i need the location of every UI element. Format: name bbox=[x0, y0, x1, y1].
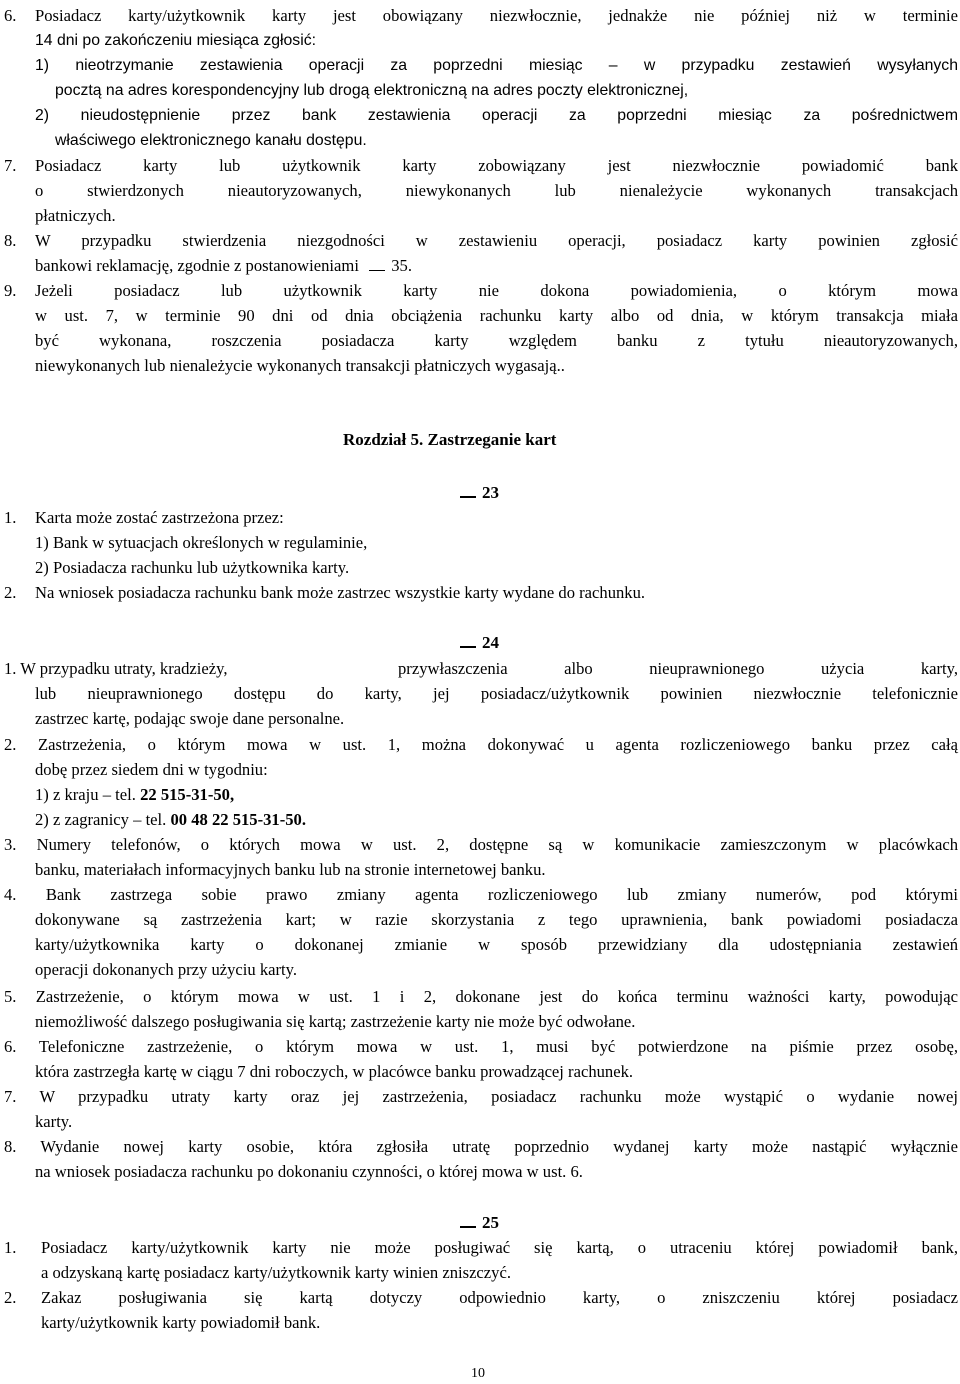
chapter-heading: Rozdział 5. Zastrzeganie kart bbox=[343, 430, 557, 449]
item-9-line-3: być wykonana, roszczenia posiadacza karty względem banku z tytułu nieautoryzowanych, bbox=[35, 331, 958, 350]
s24-item-2-sub-1: 1) z kraju – tel. 22 515-31-50, bbox=[35, 785, 235, 804]
s24-item-8-line-2: na wniosek posiadacza rachunku po dokonaniu czynności, o której mowa w ust. 6. bbox=[35, 1162, 583, 1181]
international-phone-number: 00 48 22 515-31-50. bbox=[170, 810, 306, 829]
s23-item-1-sub-1: 1) Bank w sytuacjach określonych w regulaminie, bbox=[35, 533, 368, 552]
item-9-line-2: w ust. 7, w terminie 90 dni od dnia obciążenia rachunku karty albo od dnia, w którym transakcja miała bbox=[35, 306, 958, 325]
s23-item-1-text: Karta może zostać zastrzeżona przez: bbox=[35, 508, 284, 527]
s25-item-1-line-2: a odzyskaną kartę posiadacz karty/użytkownik karty winien zniszczyć. bbox=[41, 1263, 511, 1282]
s24-item-6-line-1: 6. Telefoniczne zastrzeżenie, o którym mowa w ust. 1, musi być potwierdzone na piśmie przez osobę, bbox=[4, 1037, 958, 1056]
s24-item-7-line-2: karty. bbox=[35, 1112, 73, 1131]
item-6-number: 6. bbox=[4, 6, 17, 25]
section-sign-23 bbox=[460, 482, 476, 498]
item-8-line-1: W przypadku stwierdzenia niezgodności w zestawieniu operacji, posiadacz karty powinien zgłosić bbox=[35, 231, 958, 250]
s24-item-5-line-1: 5. Zastrzeżenie, o którym mowa w ust. 1 i 2, dokonane jest do końca terminu ważności karty, powodując bbox=[4, 987, 958, 1006]
item-7-line-3: płatniczych. bbox=[35, 206, 116, 225]
section-25-heading: 25 bbox=[460, 1210, 499, 1235]
s25-item-2-line-2: karty/użytkownik karty powiadomił bank. bbox=[41, 1313, 321, 1332]
s24-item-8-line-1: 8. Wydanie nowej karty osobie, która zgłosiła utratę poprzednio wydanej karty może nastąpić wyłącznie bbox=[4, 1137, 958, 1156]
item-8-number: 8. bbox=[4, 231, 17, 250]
item-6-line-2: 14 dni po zakończeniu miesiąca zgłosić: bbox=[35, 32, 316, 49]
s24-item-4-line-3: karty/użytkownika karty o dokonanej zmianie w sposób przewidziany dla udostępniania zestawień bbox=[35, 935, 958, 954]
s24-item-2-line-2: dobę przez siedem dni w tygodniu: bbox=[35, 760, 268, 779]
s24-item-1-line-1a: 1. W przypadku utraty, kradzieży, bbox=[4, 659, 228, 678]
section-sign-24 bbox=[460, 632, 476, 648]
item-6-sub-2-line-1: 2) nieudostępnienie przez bank zestawienia operacji za poprzedni miesiąc za pośrednictwem bbox=[35, 107, 958, 124]
item-6-sub-1-line-2: pocztą na adres korespondencyjny lub drogą elektroniczną na adres poczty elektronicznej, bbox=[55, 82, 689, 99]
item-9-line-4: niewykonanych lub nienależycie wykonanych transakcji płatniczych wygasają.. bbox=[35, 356, 565, 375]
item-7-line-2: o stwierdzonych nieautoryzowanych, niewykonanych lub nienależycie wykonanych transakcjach bbox=[35, 181, 958, 200]
s25-item-2-number: 2. bbox=[4, 1288, 17, 1307]
s24-item-3-line-1: 3. Numery telefonów, o których mowa w ust. 2, dostępne są w komunikacie zamieszczonym w placówkach bbox=[4, 835, 958, 854]
item-7-number: 7. bbox=[4, 156, 17, 175]
s25-item-2-line-1: Zakaz posługiwania się kartą dotyczy odpowiednio karty, o zniszczeniu której posiadacz bbox=[41, 1288, 958, 1307]
item-6-sub-2-line-2: właściwego elektronicznego kanału dostępu. bbox=[55, 132, 367, 149]
section-23-heading: 23 bbox=[460, 480, 499, 505]
item-9-number: 9. bbox=[4, 281, 17, 300]
item-7-line-1: Posiadacz karty lub użytkownik karty zobowiązany jest niezwłocznie powiadomić bank bbox=[35, 156, 958, 175]
domestic-phone-number: 22 515-31-50, bbox=[140, 785, 235, 804]
s24-item-4-line-4: operacji dokonanych przy użyciu karty. bbox=[35, 960, 298, 979]
s23-item-1-sub-2: 2) Posiadacza rachunku lub użytkownika karty. bbox=[35, 558, 350, 577]
s24-item-1-line-2: lub nieuprawnionego dostępu do karty, jej posiadacz/użytkownik powinien niezwłocznie telefonicznie bbox=[35, 684, 958, 703]
s24-item-5-line-2: niemożliwość dalszego posługiwania się kartą; zastrzeżenie karty nie może być odwołane. bbox=[35, 1012, 636, 1031]
s23-item-1-number: 1. bbox=[4, 508, 17, 527]
s24-item-1-line-1b: przywłaszczenia albo nieuprawnionego użycia karty, bbox=[398, 659, 958, 678]
s25-item-1-line-1: Posiadacz karty/użytkownik karty nie może posługiwać się kartą, o utraceniu której powiadomił bank, bbox=[41, 1238, 958, 1257]
section-sign-25 bbox=[460, 1212, 476, 1228]
item-6-line-1: Posiadacz karty/użytkownik karty jest obowiązany niezwłocznie, jednakże nie później niż w terminie bbox=[35, 6, 958, 25]
s23-item-2-text: Na wniosek posiadacza rachunku bank może zastrzec wszystkie karty wydane do rachunku. bbox=[35, 583, 646, 602]
s24-item-2-line-1: 2. Zastrzeżenia, o którym mowa w ust. 1, można dokonywać u agenta rozliczeniowego banku przez całą bbox=[4, 735, 958, 754]
s23-item-2-number: 2. bbox=[4, 583, 17, 602]
page-number: 10 bbox=[471, 1366, 485, 1381]
s24-item-4-line-1: 4. Bank zastrzega sobie prawo zmiany agenta rozliczeniowego lub zmiany numerów, pod którymi bbox=[4, 885, 958, 904]
item-6-sub-1-line-1: 1) nieotrzymanie zestawienia operacji za poprzedni miesiąc – w przypadku zestawień wysyłanych bbox=[35, 57, 958, 74]
s24-item-4-line-2: dokonywane są zastrzeżenia kart; w razie skorzystania z tego uprawnienia, bank powiadomi posiadacza bbox=[35, 910, 958, 929]
s25-item-1-number: 1. bbox=[4, 1238, 17, 1257]
section-sign-ref bbox=[369, 256, 385, 271]
s24-item-2-sub-2: 2) z zagranicy – tel. 00 48 22 515-31-50. bbox=[35, 810, 306, 829]
s24-item-1-line-3: zastrzec kartę, podając swoje dane personalne. bbox=[35, 709, 345, 728]
section-24-heading: 24 bbox=[460, 630, 499, 655]
s24-item-3-line-2: banku, materiałach informacyjnych banku lub na stronie internetowej banku. bbox=[35, 860, 546, 879]
item-9-line-1: Jeżeli posiadacz lub użytkownik karty nie dokona powiadomienia, o którym mowa bbox=[35, 281, 958, 300]
s24-item-7-line-1: 7. W przypadku utraty karty oraz jej zastrzeżenia, posiadacz rachunku może wystąpić o wydanie nowej bbox=[4, 1087, 958, 1106]
item-8-line-2: bankowi reklamację, zgodnie z postanowieniami 35. bbox=[35, 256, 412, 275]
s24-item-6-line-2: która zastrzegła kartę w ciągu 7 dni roboczych, w placówce banku prowadzącej rachunek. bbox=[35, 1062, 634, 1081]
